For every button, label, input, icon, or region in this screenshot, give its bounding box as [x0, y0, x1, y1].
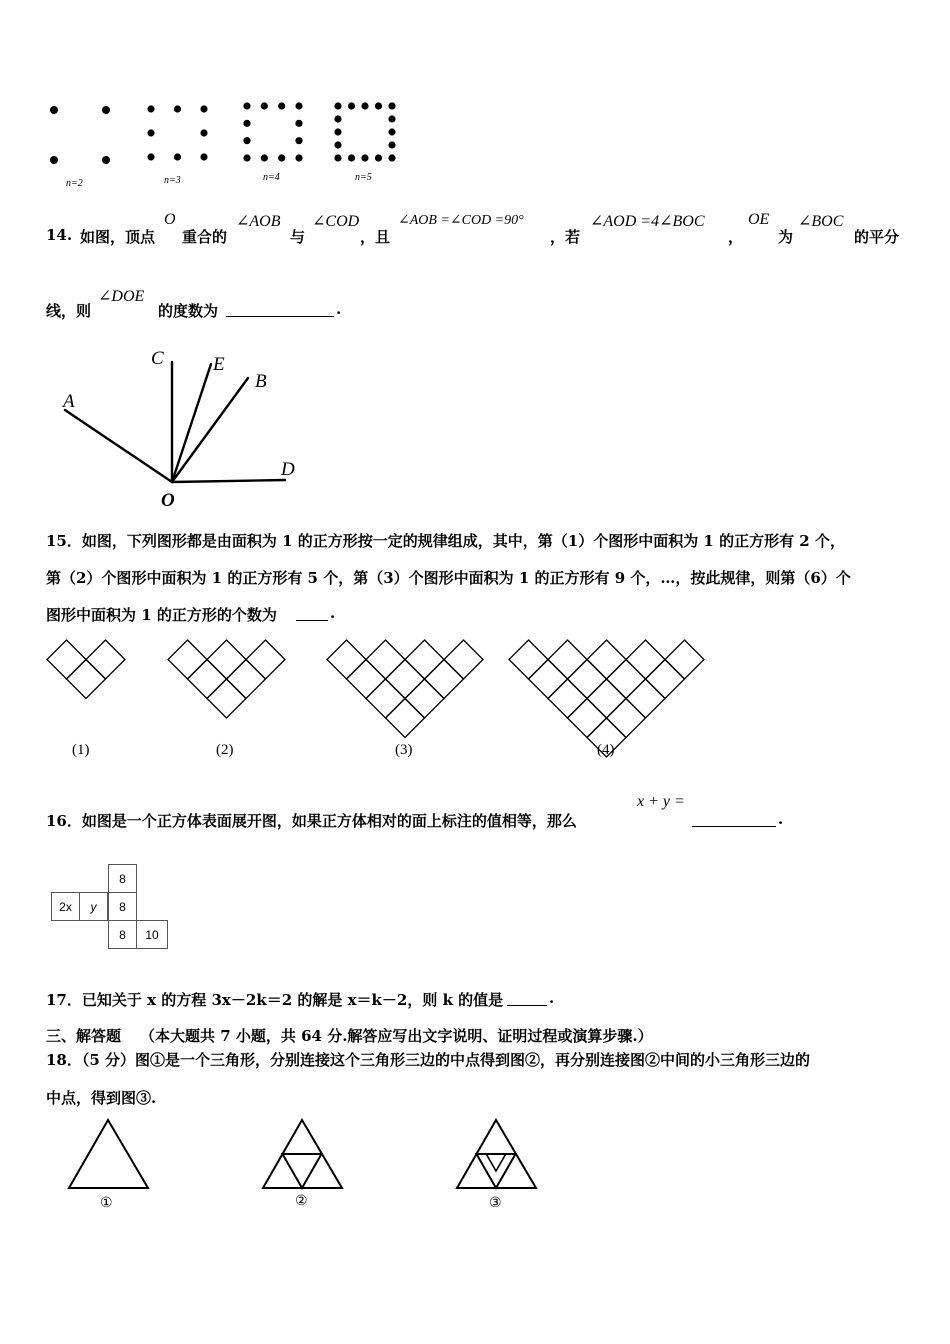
net-cell-top: 8: [108, 864, 137, 893]
q14-text-2: 重合的: [182, 228, 228, 246]
q14-math-aod: ∠AOD =4∠BOC: [590, 213, 705, 230]
dot-label-n2: n=2: [66, 178, 83, 189]
q15-caption-4: (4): [597, 742, 615, 758]
unit-square: [67, 660, 106, 699]
dot: [50, 156, 58, 164]
unit-square: [386, 660, 425, 699]
dot: [102, 106, 110, 114]
unit-square: [366, 640, 405, 679]
q14-math-cod: ∠COD: [312, 213, 360, 230]
ray-od: [172, 480, 285, 482]
net-cell-2x: 2x: [51, 892, 80, 921]
q16-expression: x + y =: [637, 793, 685, 810]
unit-square: [607, 660, 646, 699]
dot: [174, 105, 181, 112]
ray-ob: [172, 378, 248, 482]
unit-square: [246, 640, 285, 679]
dot: [334, 102, 341, 109]
dot: [295, 137, 302, 144]
dot: [200, 105, 207, 112]
q16-text: 16．如图是一个正方体表面展开图，如果正方体相对的面上标注的值相等，那么: [46, 812, 577, 830]
dot: [295, 154, 302, 161]
dot-label-n4: n=4: [263, 172, 280, 183]
dot: [102, 156, 110, 164]
unit-square: [405, 679, 444, 718]
net-cell-bottom: 8: [108, 920, 137, 949]
dot: [261, 154, 268, 161]
unit-square: [548, 640, 587, 679]
q17-period: .: [549, 989, 555, 1007]
dot: [388, 128, 395, 135]
angle-figure: [55, 340, 315, 515]
q14-text-4: ，且: [360, 228, 391, 246]
q14-math-vertex: O: [164, 211, 176, 228]
label-a: A: [63, 391, 75, 412]
dot: [334, 141, 341, 148]
q15-line-3: 图形中面积为 1 的正方形的个数为: [46, 606, 277, 624]
q17-text: 17．已知关于 x 的方程 3x－2k＝2 的解是 x＝k－2，则 k 的值是: [46, 991, 504, 1009]
dot: [200, 129, 207, 136]
q18-caption-3: ③: [489, 1196, 502, 1211]
dot: [278, 102, 285, 109]
dot: [295, 120, 302, 127]
q14-line2-text: 线，则: [46, 302, 92, 320]
label-b: B: [255, 371, 267, 392]
label-d: D: [281, 459, 295, 480]
dot: [388, 154, 395, 161]
ray-oe: [172, 364, 211, 482]
q18-caption-2: ②: [295, 1194, 308, 1209]
q15-answer-blank: [296, 606, 328, 621]
unit-square: [587, 679, 626, 718]
dot: [375, 102, 382, 109]
label-e: E: [213, 354, 225, 375]
unit-square: [168, 640, 207, 679]
q14-text-5: ，若: [550, 228, 581, 246]
unit-square: [509, 640, 548, 679]
q17-answer-blank: [507, 991, 547, 1006]
q14-math-boc: ∠BOC: [798, 213, 844, 230]
unit-square: [327, 640, 366, 679]
q15-line-2: 第（2）个图形中面积为 1 的正方形有 5 个，第（3）个图形中面积为 1 的正方形有 9 个，…，按此规律，则第（6）个: [46, 569, 851, 587]
q14-number: 14.: [46, 226, 73, 244]
net-cell-y: y: [79, 892, 108, 921]
triangle-1: [69, 1120, 148, 1188]
unit-square: [425, 660, 464, 699]
unit-square: [568, 660, 607, 699]
dot: [243, 102, 250, 109]
q15-caption-3: (3): [395, 742, 413, 758]
unit-square: [444, 640, 483, 679]
dot: [388, 115, 395, 122]
q18-caption-1: ①: [100, 1196, 113, 1211]
unit-square: [587, 640, 626, 679]
label-o: O: [161, 490, 175, 511]
q14-math-oe: OE: [748, 211, 770, 228]
unit-square: [646, 660, 685, 699]
unit-square: [207, 679, 246, 718]
q16-answer-blank: [692, 812, 776, 827]
unit-square: [548, 679, 587, 718]
dot: [348, 102, 355, 109]
ray-oa: [65, 410, 172, 482]
diamond-squares: [47, 640, 704, 757]
dot: [243, 154, 250, 161]
triangle-2: [263, 1120, 342, 1188]
dot: [147, 129, 154, 136]
dot: [388, 141, 395, 148]
dot-label-n5: n=5: [355, 172, 372, 183]
dot: [375, 154, 382, 161]
q14-math-aob: ∠AOB: [236, 213, 281, 230]
dot: [147, 153, 154, 160]
dot-label-n3: n=3: [164, 175, 181, 186]
unit-square: [529, 660, 568, 699]
unit-square: [626, 640, 665, 679]
net-cell-right: 10: [136, 920, 168, 949]
dot: [388, 102, 395, 109]
dot: [334, 115, 341, 122]
q14-text-8: 的平分: [854, 228, 900, 246]
q14-line2-text-b: 的度数为: [158, 302, 219, 320]
dot: [50, 106, 58, 114]
q14-text-3: 与: [290, 228, 306, 246]
q14-period: .: [336, 300, 342, 318]
section-3-title: 三、解答题: [46, 1027, 122, 1045]
q14-text-6: ，: [728, 228, 744, 246]
triangle-figures: [55, 1112, 555, 1214]
dot: [348, 154, 355, 161]
unit-square: [227, 660, 266, 699]
q14-math-right-angles: ∠AOB =∠COD =90°: [398, 213, 524, 228]
unit-square: [607, 699, 646, 738]
dot: [334, 128, 341, 135]
q15-caption-2: (2): [216, 742, 234, 758]
q18-line-1: 18．（5 分）图①是一个三角形，分别连接这个三角形三边的中点得到图②，再分别连接图②中间的小三角形三边的: [46, 1051, 811, 1069]
unit-square: [347, 660, 386, 699]
dot: [147, 105, 154, 112]
section-3-note: （本大题共 7 小题，共 64 分.解答应写出文字说明、证明过程或演算步骤.）: [140, 1027, 653, 1045]
unit-square: [366, 679, 405, 718]
dot: [361, 102, 368, 109]
unit-square: [626, 679, 665, 718]
triangle-3: [457, 1120, 536, 1188]
q15-line-1: 15．如图，下列图形都是由面积为 1 的正方形按一定的规律组成，其中，第（1）个图形中面积为 1 的正方形有 2 个，: [46, 532, 845, 550]
q14-text-7: 为: [778, 228, 794, 246]
q14-text-1: 如图，顶点: [80, 228, 156, 246]
q14-answer-blank: [226, 302, 334, 317]
q15-caption-1: (1): [72, 742, 90, 758]
unit-square: [86, 640, 125, 679]
unit-square: [47, 640, 86, 679]
unit-square: [188, 660, 227, 699]
dot: [361, 154, 368, 161]
unit-square: [665, 640, 704, 679]
dot: [295, 102, 302, 109]
unit-square: [207, 640, 246, 679]
q14-math-doe: ∠DOE: [98, 288, 145, 305]
dot: [174, 153, 181, 160]
dot-pattern-figure: [40, 96, 430, 192]
unit-square: [386, 699, 425, 738]
q16-period: .: [778, 810, 784, 828]
unit-square: [405, 640, 444, 679]
dot: [278, 154, 285, 161]
net-cell-middle: 8: [108, 892, 137, 921]
q18-line-2: 中点，得到图③.: [46, 1089, 157, 1107]
dot: [261, 102, 268, 109]
dot: [334, 154, 341, 161]
unit-square: [568, 699, 607, 738]
dot: [243, 137, 250, 144]
dot: [200, 153, 207, 160]
q15-period: .: [330, 604, 336, 622]
diamond-square-figures: [40, 630, 720, 770]
dot: [243, 120, 250, 127]
dot-pattern-dots: [50, 102, 396, 164]
label-c: C: [151, 348, 164, 369]
